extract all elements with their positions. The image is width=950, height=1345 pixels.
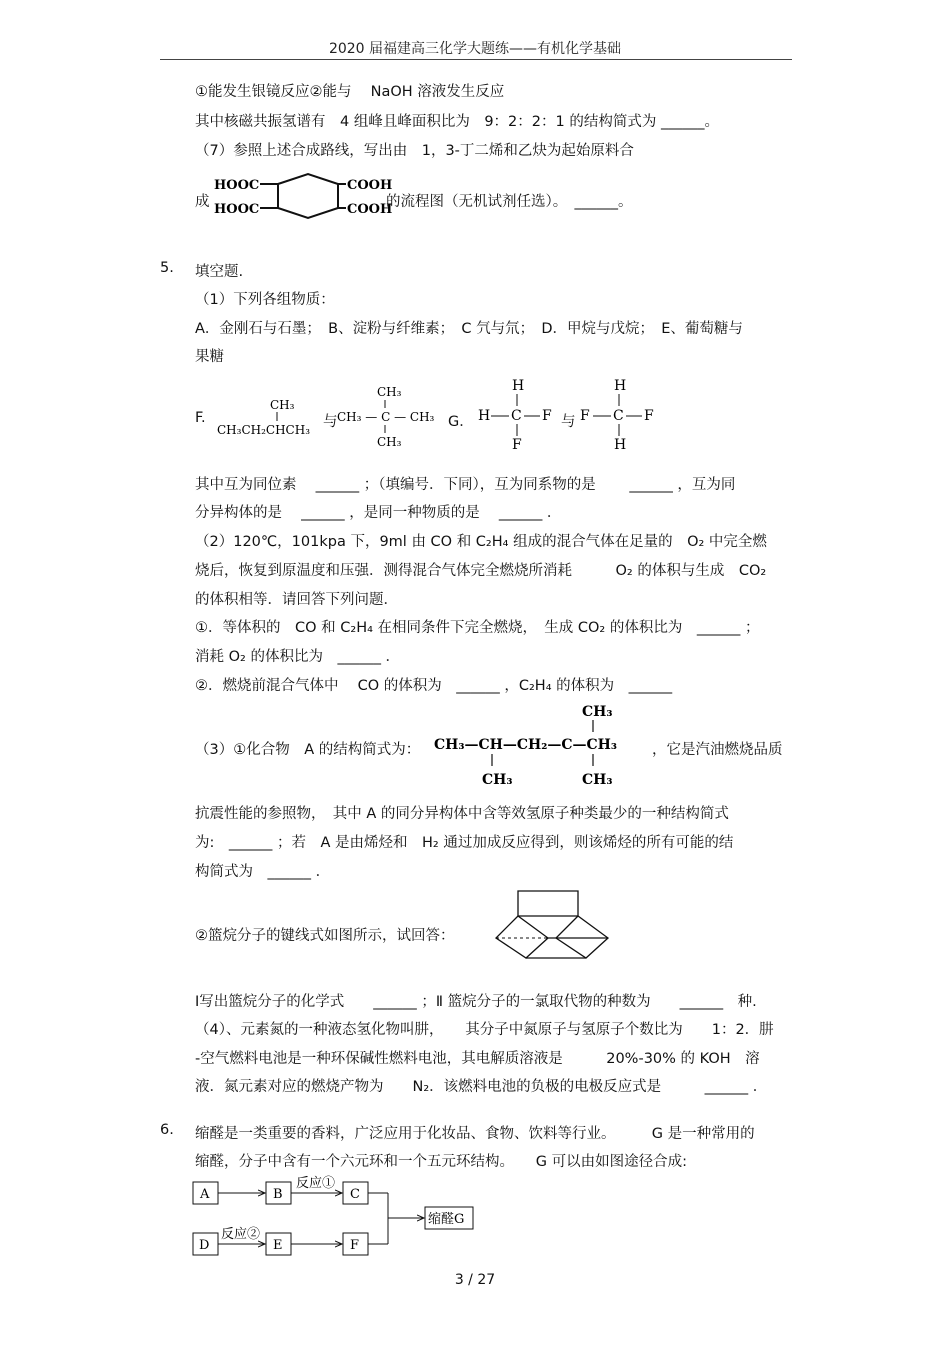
q5-p5: 分异构体的是 ______ ，是同一种物质的是 ______ ．: [195, 505, 562, 521]
yu-1: 与: [323, 414, 338, 430]
q5-p3: 果糖: [195, 349, 224, 365]
c-center: C: [511, 408, 522, 424]
header-rule: [160, 59, 792, 60]
item-f-label: F.: [195, 410, 206, 426]
q5-p10: 消耗 O₂ 的体积比为 ______ ．: [195, 649, 401, 665]
isopentane-main: CH₃CH₂CHCH₃: [217, 423, 311, 437]
q5-p11: ②．燃烧前混合气体中 CO 的体积为 ______ ，C₂H₄ 的体积为 ______: [195, 678, 673, 694]
q4-line-3: （7）参照上述合成路线，写出由 1，3-丁二烯和乙炔为起始原料合: [195, 143, 634, 159]
synthesis-flow-diagram: [188, 1174, 488, 1264]
neopentane-structure: [337, 380, 437, 452]
box-b-label: B: [273, 1187, 283, 1202]
cooh-bottom: COOH: [347, 202, 393, 217]
q5-p13: 抗震性能的参照物， 其中 A 的同分异构体中含等效氢原子种类最少的一种结构简式: [195, 806, 729, 822]
hooc-bottom: HOOC: [214, 202, 260, 217]
ch3-bottom-quat: CH₃: [582, 772, 613, 788]
cooh-top: COOH: [347, 178, 393, 193]
ch3-bottom: CH₃: [377, 435, 402, 449]
f-bottom: F: [512, 437, 522, 453]
q5-p8: 的体积相等．请回答下列问题．: [195, 592, 398, 608]
q6-p1: 缩醛是一类重要的香料，广泛应用于化妆品、食物、饮料等行业。 G 是一种常用的: [195, 1126, 755, 1142]
ch2f2-structure-2: [578, 376, 664, 454]
box-d-label: D: [199, 1238, 210, 1253]
page-footer: 3 / 27: [454, 1272, 496, 1288]
box-g-label: 缩醛G: [428, 1212, 465, 1227]
q5-p15: 构简式为 ______ ．: [195, 864, 331, 880]
q4-line-2: 其中核磁共振氢谱有 4 组峰且峰面积比为 9：2：2：1 的结构简式为 ______。: [195, 114, 719, 130]
box-f-label: F: [350, 1238, 360, 1253]
reaction-2-label: 反应②: [221, 1227, 261, 1242]
isooctane-main: CH₃—CH—CH₂—C—CH₃: [434, 737, 618, 753]
q6-number: 6.: [160, 1122, 174, 1138]
h-top-2: H: [614, 378, 627, 394]
c-center-2: C: [613, 408, 624, 424]
isopentane-structure: [215, 393, 325, 441]
q6-p2: 缩醛，分子中含有一个六元环和一个五元环结构。 G 可以由如图途径合成:: [195, 1154, 687, 1170]
box-e-label: E: [273, 1238, 283, 1253]
ch3-under-ch: CH₃: [482, 772, 513, 788]
q5-number: 5.: [160, 260, 174, 276]
q5-p17: Ⅰ写出篮烷分子的化学式 ______ ；Ⅱ 篮烷分子的一氯取代物的种数为 ______ 种.: [195, 994, 757, 1010]
basketane-structure: [492, 886, 632, 976]
q5-p7: 烧后，恢复到原温度和压强．测得混合气体完全燃烧所消耗 O₂ 的体积与生成 CO₂: [195, 563, 767, 579]
f-right-2: F: [644, 408, 654, 424]
reaction-1-label: 反应①: [296, 1176, 336, 1191]
q5-p20: 液．氮元素对应的燃烧产物为 N₂．该燃料电池的负极的电极反应式是 ______ ．: [195, 1079, 768, 1095]
q5-p18: （4）、元素氮的一种液态氢化物叫肼， 其分子中氮原子与氢原子个数比为 1：2．肼: [195, 1022, 774, 1038]
f-right: F: [542, 408, 552, 424]
q5-p1: （1）下列各组物质：: [195, 292, 335, 308]
neopentane-row: CH₃ — C — CH₃: [337, 410, 435, 424]
q5-p19: -空气燃料电池是一种环保碱性燃料电池，其电解质溶液是 20%-30% 的 KOH 溶: [195, 1051, 760, 1067]
box-a-label: A: [200, 1187, 210, 1202]
cyclohexane-tetraacid-structure: [212, 170, 393, 222]
ch2f2-structure-1: [476, 376, 562, 454]
hooc-top: HOOC: [214, 178, 260, 193]
h-left: H: [478, 408, 491, 424]
q4-line-1: ①能发生银镜反应②能与 NaOH 溶液发生反应: [195, 84, 505, 100]
q5-p12b: ，它是汽油燃烧品质: [652, 742, 783, 758]
q5-p12a: （3）①化合物 A 的结构简式为：: [195, 742, 421, 758]
q5-title: 填空题.: [195, 264, 244, 280]
q4-line-4a: 成: [195, 194, 210, 210]
ch3-branch: CH₃: [270, 398, 295, 412]
h-bottom-2: H: [614, 437, 627, 453]
page-header: 2020 届福建高三化学大题练——有机化学基础: [328, 41, 622, 57]
q5-p2: A．金刚石与石墨； B、淀粉与纤维素； C 氕与氘； D．甲烷与戊烷； E、葡萄糖与: [195, 321, 743, 337]
box-c-label: C: [350, 1187, 360, 1202]
q5-p14: 为: ______ ；若 A 是由烯烃和 H₂ 通过加成反应得到，则该烯烃的所有可能的结: [195, 835, 734, 851]
q5-p4: 其中互为同位素 ______ ；（填编号．下同），互为同系物的是 ______ ，互为同: [195, 477, 736, 493]
item-g-label: G．: [448, 414, 474, 430]
q5-p9: ①．等体积的 CO 和 C₂H₄ 在相同条件下完全燃烧， 生成 CO₂ 的体积比为 ______ ；: [195, 620, 760, 636]
yu-2: 与: [561, 414, 576, 430]
ch3-top-quat: CH₃: [582, 704, 613, 720]
q5-p6: （2）120℃，101kpa 下，9ml 由 CO 和 C₂H₄ 组成的混合气体在足量的 O₂ 中完全燃: [195, 534, 767, 550]
ch3-top: CH₃: [377, 385, 402, 399]
h-top: H: [512, 378, 525, 394]
q4-line-4b: 的流程图（无机试剂任选）。 ______。: [386, 194, 633, 210]
isooctane-structure: [432, 698, 662, 792]
q5-p16: ②篮烷分子的键线式如图所示，试回答：: [195, 928, 455, 944]
f-left-2: F: [580, 408, 590, 424]
